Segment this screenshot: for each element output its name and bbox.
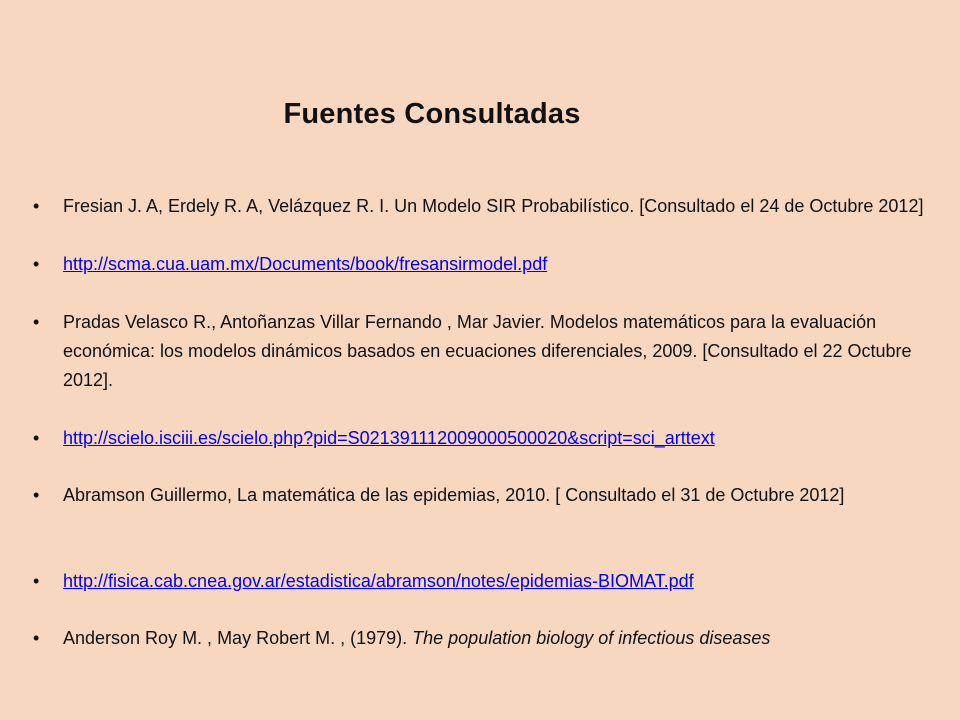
reference-book-title: The population biology of infectious diseases (412, 628, 771, 648)
page-title: Fuentes Consultadas (283, 98, 581, 130)
reference-item (63, 624, 953, 653)
reference-item (63, 424, 953, 453)
reference-link[interactable]: http://scielo.isciii.es/scielo.php?pid=S021391112009000500020&script=sci_arttext (63, 428, 715, 448)
bullet-icon: • (33, 196, 40, 216)
bullet-icon: • (33, 485, 40, 505)
reference-item (63, 308, 953, 395)
bullet-icon: • (33, 628, 40, 648)
reference-text: Anderson Roy M. , May Robert M. , (1979). (63, 628, 413, 648)
reference-link[interactable]: http://scma.cua.uam.mx/Documents/book/fresansirmodel.pdf (63, 254, 548, 274)
reference-text: Abramson Guillermo, La matemática de las epidemias, 2010. [ Consultado el 31 de Octubre 2012] (63, 485, 845, 505)
bullet-icon: • (33, 428, 40, 448)
bullet-icon: • (33, 312, 40, 332)
reference-text: Pradas Velasco R., Antoñanzas Villar Fernando , Mar Javier. Modelos matemáticos para la evaluación económica: los modelos dinámicos basados en ecuaciones diferenciales, 2009. [Consultado el 22 Octubre 2012]. (63, 312, 912, 390)
reference-item (63, 192, 953, 221)
bullet-icon: • (33, 254, 40, 274)
reference-link[interactable]: http://fisica.cab.cnea.gov.ar/estadistica/abramson/notes/epidemias-BIOMAT.pdf (63, 571, 694, 591)
reference-text: Fresian J. A, Erdely R. A, Velázquez R. I. Un Modelo SIR Probabilístico. [Consultado el 24 de Octubre 2012] (63, 196, 924, 216)
bullet-icon: • (33, 571, 40, 591)
reference-item (63, 567, 953, 596)
reference-item (63, 250, 953, 279)
reference-item (63, 481, 953, 510)
